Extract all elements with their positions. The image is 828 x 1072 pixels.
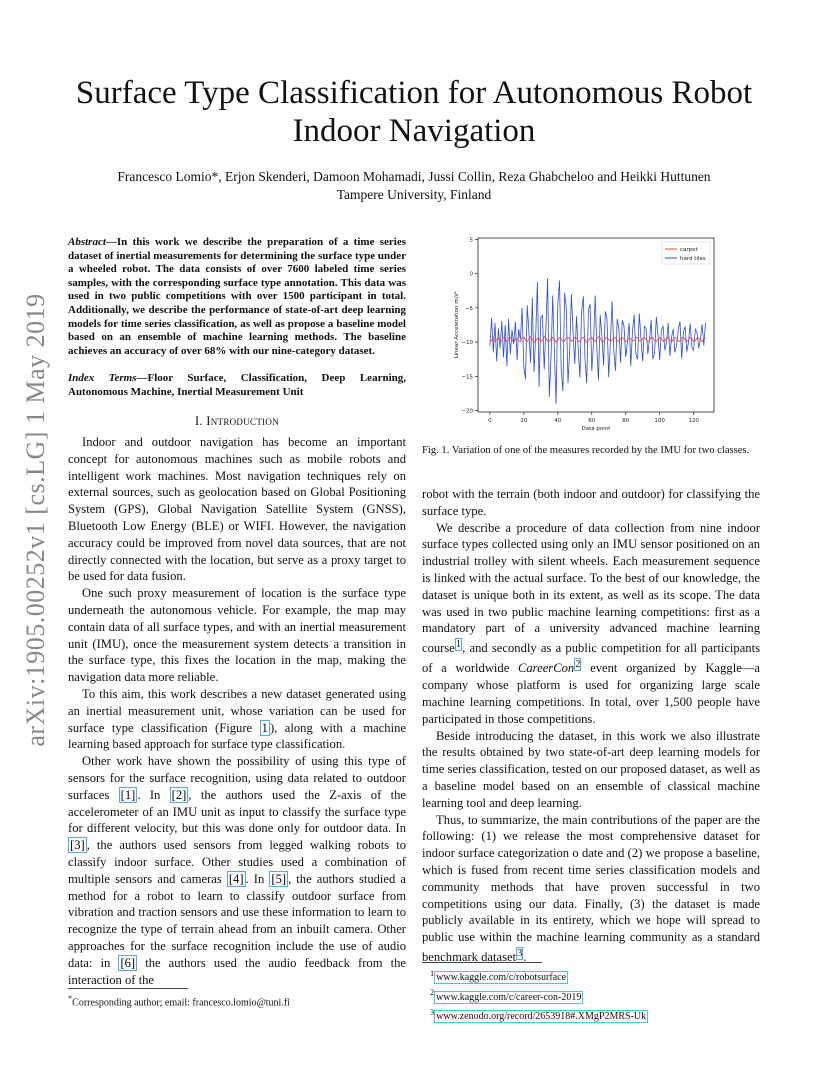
- x-tick-label: 0: [488, 418, 492, 424]
- citation-link-1[interactable]: [1]: [120, 787, 136, 802]
- text: Other work have shown the possibility of using this type of sensors for the surface recognition, using data related to outdoor surfaces: [68, 754, 406, 802]
- right-paragraph-2: Beside introducing the dataset, in this work we also illustrate the results obtained by two state-of-art deep learning models for time series classification, tested on our proposed dataset, as well as a baseline model based on an ensemble of classical machine learning tool and deep learning.: [422, 728, 760, 810]
- title-line-1: Surface Type Classification for Autonomous Robot: [75, 75, 753, 111]
- y-tick-label: −10: [461, 340, 473, 347]
- figure-1: [446, 232, 722, 432]
- footnote-url-3[interactable]: www.zenodo.org/record/2653918#.XMgP2MRS-Uk: [436, 1010, 647, 1022]
- intro-paragraph-3: [68, 686, 406, 753]
- citation-link-4[interactable]: [4]: [228, 871, 244, 886]
- section-heading-text: I. Introduction: [194, 414, 280, 428]
- index-terms-text: —Floor Surface, Classification, Deep Learning, Autonomous Machine, Inertial Measurement Unit: [68, 372, 406, 398]
- abstract: [68, 236, 406, 358]
- footnote-mark: 3: [430, 1007, 435, 1017]
- text: , and secondly as a public competition for all participants of a worldwide: [422, 641, 760, 676]
- legend-entry: hard tiles: [680, 256, 706, 262]
- abstract-label: Abstract: [68, 236, 106, 248]
- intro-right-column: [422, 486, 760, 966]
- text: ), along with a machine learning based approach for surface type classification.: [68, 720, 406, 752]
- right-paragraph-0: robot with the terrain (both indoor and outdoor) for classifying the surface type.: [422, 487, 760, 518]
- arxiv-stamp-text: arXiv:1905.00252v1 [cs.LG] 1 May 2019: [21, 293, 50, 747]
- corresponding-author-footnote: [68, 994, 406, 1008]
- intro-paragraph-1: Indoor and outdoor navigation has become an important concept for autonomous machines such as mobile robots and intelligent work machines. Most navigation techniques rely on external sources, such as geolocation based on Global Positioning System (GPS), Global Navigation Satellite System (GNSS), Bluetooth Low Energy (BLE) or WIFI. However, the navigation accuracy could be improved from novel data sources, that are not directly connected with the location, but serve as a proxy target to be used for data fusion.: [68, 435, 406, 584]
- footnote-mark: 1: [430, 969, 435, 978]
- section-heading: [68, 414, 406, 429]
- figure-reference-link[interactable]: 1: [261, 720, 268, 735]
- right-paragraph-1: [422, 520, 760, 728]
- y-tick-label: −20: [461, 408, 473, 415]
- y-axis-label: Linear Acceleration m/s²: [454, 291, 460, 359]
- footnote-mark: 2: [430, 988, 435, 998]
- index-terms: [68, 372, 406, 399]
- line-chart: [446, 232, 722, 432]
- footnote-rule: [68, 988, 188, 989]
- footnote-link-3[interactable]: 3: [517, 947, 523, 959]
- citation-link-6[interactable]: [6]: [120, 955, 136, 970]
- citation-link-5[interactable]: [5]: [271, 871, 287, 886]
- x-tick-label: 80: [622, 418, 630, 424]
- footnote-mark: *: [68, 994, 73, 1003]
- legend-entry: carpet: [680, 247, 698, 253]
- affiliation: Tampere University, Finland: [336, 187, 492, 202]
- text: .: [523, 950, 527, 965]
- text: , the authors studied a method for a robot to learn to classify outdoor surface from vibration and traction sensors and use these information to learn to recognize the type of terrain ahead from an inbuilt camera. Other approaches for the surface recognition include the use of audio data: in: [68, 871, 407, 970]
- text: the authors used the audio feedback from the interaction of the: [68, 955, 406, 987]
- y-tick-label: 5: [469, 237, 473, 244]
- citation-link-3[interactable]: [3]: [70, 838, 85, 853]
- footnote-text: Corresponding author; email: francesco.lomio@tuni.fi: [72, 997, 290, 1009]
- index-terms-label: Index Terms: [68, 372, 137, 384]
- x-tick-label: 60: [588, 418, 596, 424]
- y-tick-label: −5: [464, 305, 473, 312]
- x-tick-label: 120: [688, 418, 699, 424]
- intro-left-column: [68, 434, 406, 988]
- author-list: Francesco Lomio*, Erjon Skenderi, Damoon Mohamadi, Jussi Collin, Reza Ghabcheloo and Heikki Huttunen: [117, 169, 711, 184]
- footnotes: [430, 966, 648, 1024]
- footnote-2: [430, 985, 648, 1004]
- abstract-text: —In this work we describe the preparation of a time series dataset of inertial measurements for determining the surface type under a wheeled robot. The data consists of over 7600 labeled time series samples, with the corresponding surface type annotation. This data was used in two public competitions with over 1500 participant in total. Additionally, we describe the performance of state-of-art deep learning models for time series classification, as well as propose a baseline model based on an ensemble of machine learning methods. The baseline achieves an accuracy of over 68% with our nine-category dataset.: [68, 236, 406, 357]
- footnote-rule-right: [422, 962, 542, 963]
- text: event organized by Kaggle—a company whose platform is used for organizing large scale machine learning competitions. In total, over 1,500 people have participated in those competitions.: [422, 661, 761, 726]
- text: , the authors used sensors from legged walking robots to classify indoor surface. Other studies used a combination of multiple sensors and cameras: [68, 838, 406, 886]
- footnote-link-2[interactable]: 2: [575, 659, 581, 671]
- text: We describe a procedure of data collection from nine indoor surface types collected using only an IMU sensor positioned on an industrial trolley with silent wheels. Each measurement sequence is linked with the actual surface. To the best of our knowledge, the dataset is unique both in its extent, as well as its scope. The data was used in two public machine learning competitions: first as a mandatory part of a university advanced machine learning course: [422, 520, 760, 656]
- x-axis-label: Data point: [581, 426, 611, 432]
- x-tick-label: 20: [520, 418, 528, 424]
- footnote-link-1[interactable]: 1: [455, 639, 462, 651]
- y-tick-label: −15: [461, 374, 473, 381]
- text: To this aim, this work describes a new dataset generated using an inertial measurement unit, whose variation can be used for surface type classification (Figure: [68, 686, 406, 735]
- arxiv-stamp: [14, 280, 58, 760]
- careercon-text: CareerCon: [517, 661, 575, 676]
- footnote-url-1[interactable]: www.kaggle.com/c/robotsurface: [436, 972, 567, 984]
- citation-link-2[interactable]: [2]: [171, 787, 187, 802]
- text: . In: [137, 787, 170, 802]
- x-tick-label: 40: [554, 418, 562, 424]
- x-tick-label: 100: [654, 418, 665, 424]
- text: . In: [245, 871, 270, 886]
- title-line-2: Indoor Navigation: [292, 113, 536, 149]
- footnote-3: [430, 1005, 648, 1024]
- text: Thus, to summarize, the main contributions of the paper are the following: (1) we release the most comprehensive dataset for indoor surface categorization o date and (2) we propose a baseline, which is fused from recent time series classification models and community methods that have proven successful in two competitions using our data. Finally, (3) the dataset is made publicly available in its entirety, which we hope will spread to public use within the machine learning community as a standard benchmark dataset: [422, 812, 760, 965]
- footnote-1: [430, 966, 648, 985]
- y-tick-label: 0: [469, 271, 473, 278]
- paper-title: [40, 74, 788, 150]
- footnote-url-2[interactable]: www.kaggle.com/c/career-con-2019: [436, 991, 582, 1003]
- intro-paragraph-4: [68, 753, 406, 988]
- text: , the authors used the Z-axis of the accelerometer of an IMU unit as input to classify the surface type for different velocity, but this was done only for outdoor data. In: [68, 787, 407, 836]
- figure-caption: Fig. 1. Variation of one of the measures recorded by the IMU for two classes.: [422, 445, 750, 456]
- intro-paragraph-2: One such proxy measurement of location is the surface type underneath the autonomous vehicle. For example, the map may contain data of all surface types, and with an inertial measurement unit (IMU), once the measurement system detects a transition in the surface type, this fixes the location in the map, making the navigation data more reliable.: [68, 586, 406, 685]
- right-paragraph-3: [422, 812, 760, 966]
